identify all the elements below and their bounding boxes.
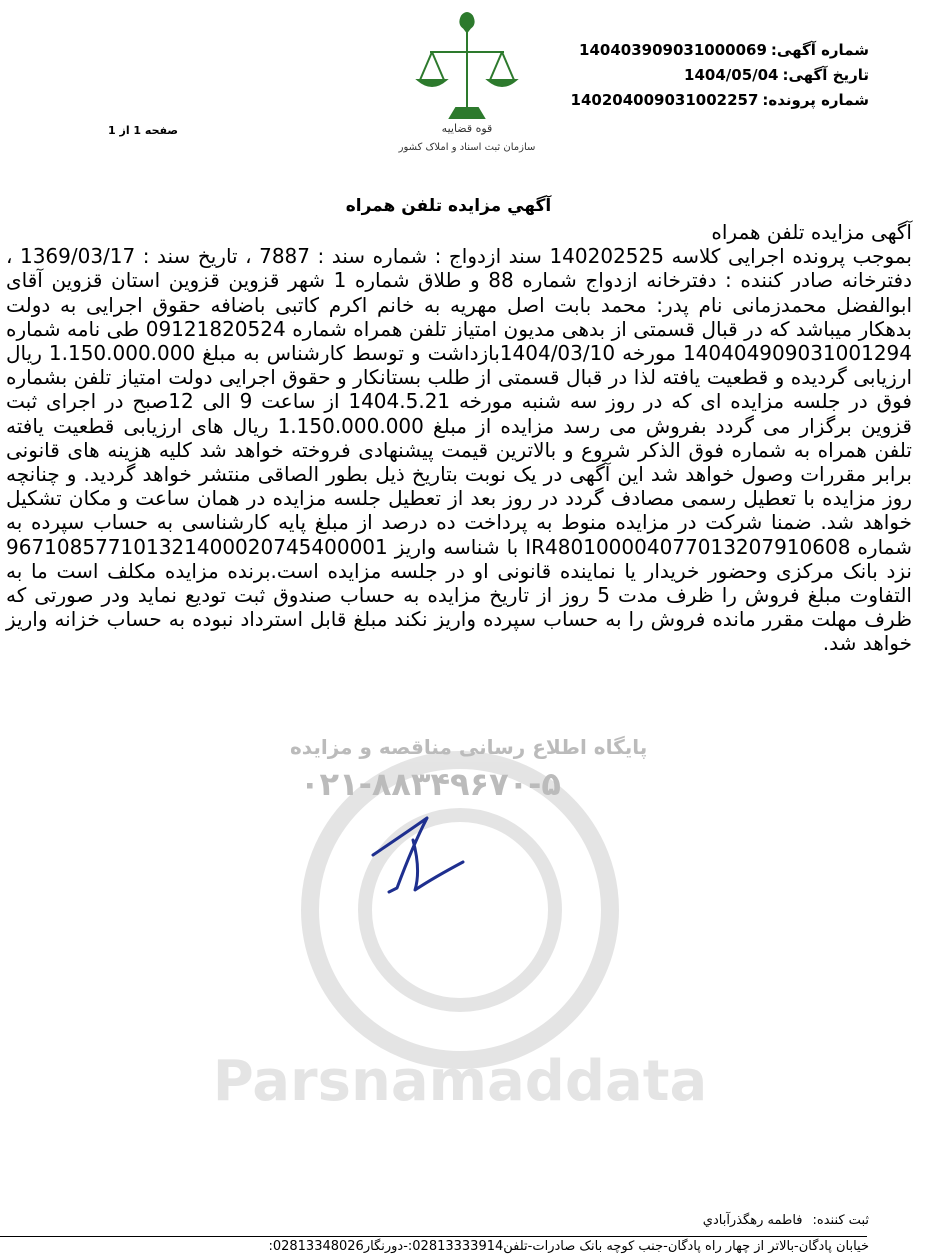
file-number-row — [567, 88, 869, 113]
ad-date: 1404/05/04 — [684, 66, 779, 84]
file-number: 140204009031002257 — [570, 91, 759, 109]
ad-number: 140403909031000069 — [579, 41, 767, 59]
ad-number-label: شماره آگهی: — [770, 41, 869, 59]
registrar-label: ثبت کننده: — [812, 1213, 869, 1228]
ad-date-label: تاریخ آگهی: — [782, 66, 869, 84]
watermark-line-2: ۰۲۱-۸۸۳۴۹۶۷۰-۵ — [300, 765, 561, 803]
file-number-label: شماره پرونده: — [762, 91, 869, 109]
registrar-name: فاطمه رهگذرآبادي — [702, 1213, 803, 1228]
page-number: صفحه 1 از 1 — [108, 124, 179, 137]
body-text: بموجب پرونده اجرایی کلاسه 140202525 سند ازدواج : شماره سند : 7887 ، تاریخ سند : 1369/03/17 ، دفترخانه صادر کننده : دفترخانه ازدواج شماره 88 و طلاق شماره 1 شهر قزوین قزوین استان قزوین آقای ابوالفضل محمدزمانی نام پدر: محمد بابت اصل مهریه به خانم اکرم کاتبی باضافه حقوق اجرایی به دولت بدهکار میباشد که در قبال قسمتی از بدهی مدیون امتیاز تلفن همراه شماره 09121820524 طی نامه شماره 140404909031001294 مورخه 1404/03/10بازداشت و توسط کارشناس به مبلغ 1.150.000.000 ریال ارزیابی گردیده و قطعیت یافته لذا در قبال قسمتی از طلب بستانکار و حقوق اجرایی دولت امتیاز تلفن بشماره فوق در جلسه مزایده ای که در روز سه شنبه مورخه 1404.5.21 از ساعت 9 الی 12صبح در اجرای ثبت قزوین برگزار می گردد بفروش می رسد مزایده از مبلغ 1.150.000.000 ریال های ارزیابی قطعیت یافته تلفن همراه به شماره فوق الذکر شروع و بالاترین قیمت پیشنهادی فروخته خواهد شد کلیه هزینه های قانونی برابر مقررات وصول خواهد شد این آگهی در یک نوبت بتاریخ ذیل بطور الصاقی منتشر خواهد گردید. و چنانچه روز مزایده با تعطیل رسمی مصادف گردد در روز بعد از تعطیل جلسه مزایده در همان ساعت و مکان تشکیل خواهد شد. ضمنا شرکت در مزایده منوط به پرداخت ده درصد از مبلغ پایه کارشناسی به حساب سپرده به شماره IR480100004077013207910608 با شناسه واریز 967108577101321400020745400001 نزد بانک مرکزی وحضور خریدار یا نماینده قانونی او در جلسه مزایده است.برنده مزایده مکلف است ما به التفاوت مبلغ فروش را ظرف مدت 5 روز از تاریخ مزایده به حساب صندوق ثبت تودیع نماید ودر صورتی که ظرف مهلت مقرر مانده فروش را به حساب سپرده واریز نکند مبلغ قابل استرداد نبوده به حساب خزانه واریز خواهد شد. — [6, 244, 913, 656]
ad-date-row — [567, 63, 869, 88]
body-intro: آگهی مزایده تلفن همراه — [711, 220, 912, 244]
emblem-caption-2: سازمان ثبت اسناد و املاک کشور — [398, 142, 536, 153]
document-title: آگهي مزايده تلفن همراه — [345, 196, 552, 216]
footer-divider — [0, 1236, 867, 1237]
registrar — [703, 1213, 869, 1228]
watermark-line-1: پایگاه اطلاع رسانی مناقصه و مزایده — [290, 735, 648, 759]
emblem-caption-1: قوه قضاییه — [441, 122, 493, 135]
judiciary-emblem-icon — [392, 8, 542, 158]
header-meta — [567, 38, 869, 113]
watermark-logo-icon — [212, 700, 708, 1120]
watermark-latin-text: Parsnamaddata — [212, 1049, 708, 1114]
signature-icon — [355, 800, 475, 900]
ad-number-row — [567, 38, 869, 63]
footer-address: خیابان پادگان-بالاتر از چهار راه پادگان-جنب کوچه بانک صادرات-تلفن02813333914:-دورنگار02813348026: — [268, 1239, 869, 1254]
document-body — [6, 220, 912, 656]
